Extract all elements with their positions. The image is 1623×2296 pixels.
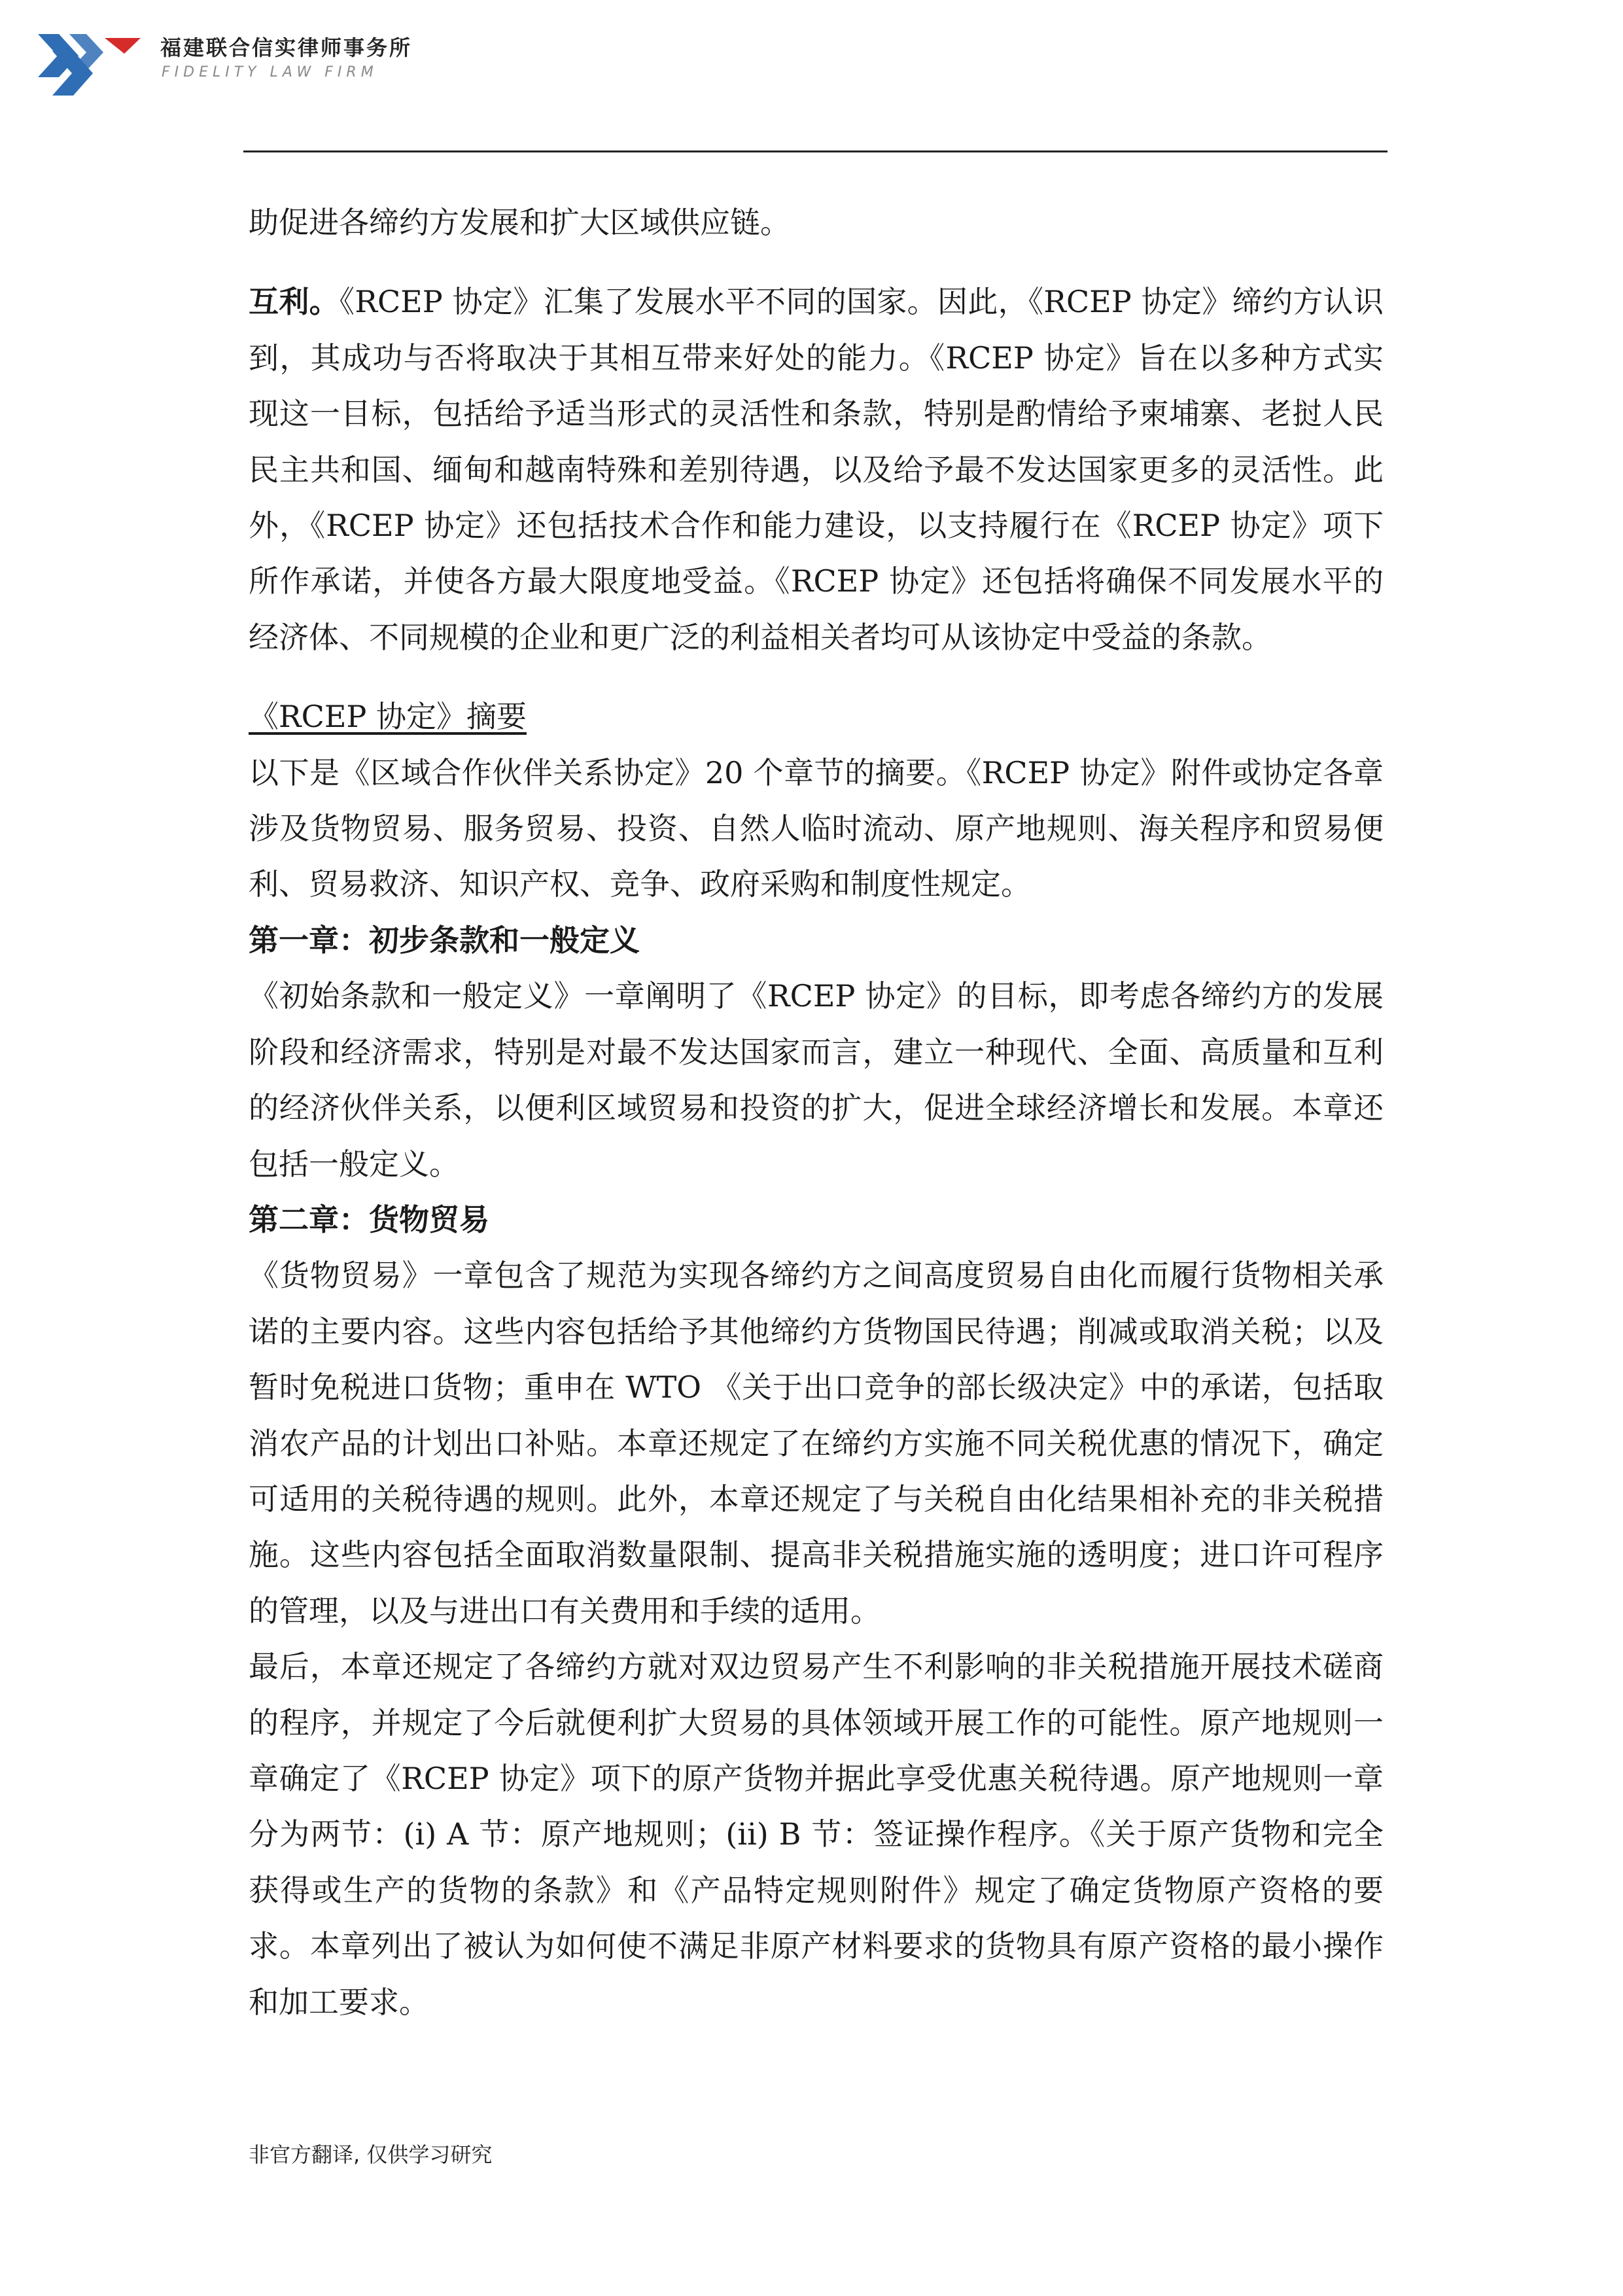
summary-heading-text: 《RCEP 协定》摘要 bbox=[249, 699, 527, 735]
firm-name: 福建联合信实律师事务所 bbox=[160, 35, 413, 60]
summary-paragraph: 以下是《区域合作伙伴关系协定》20 个章节的摘要。《RCEP 协定》附件或协定各章涉及货物贸易、服务贸易、投资、自然人临时流动、原产地规则、海关程序和贸易便利、贸易救济、知识产权、竞争、政府采购和制度性规定。 bbox=[249, 754, 1384, 902]
paragraph-mutual-benefit bbox=[249, 274, 1384, 665]
chapter-2-paragraph-2: 最后，本章还规定了各缔约方就对双边贸易产生不利影响的非关税措施开展技术磋商的程序，并规定了今后就便利扩大贸易的具体领域开展工作的可能性。原产地规则一章确定了《RCEP 协定》项下的原产货物并据此享受优惠关税待遇。原产地规则一章分为两节：(i) A 节：原产地规则；(ii) B 节：签证操作程序。《关于原产货物和完全获得或生产的货物的条款》和《产品特定规则附件》规定了确定货物原产资格的要求。本章列出了被认为如何使不满足非原产材料要求的货物具有原产资格的最小操作和加工要求。 bbox=[249, 1649, 1384, 2020]
chapter-2-heading: 第二章：货物贸易 bbox=[249, 1201, 489, 1237]
fidelity-chevron-logo-icon bbox=[33, 26, 144, 105]
chapter-1-paragraph: 《初始条款和一般定义》一章阐明了《RCEP 协定》的目标，即考虑各缔约方的发展阶段和经济需求，特别是对最不发达国家而言，建立一种现代、全面、高质量和互利的经济伙伴关系，以便利区域贸易和投资的扩大，促进全球经济增长和发展。本章还包括一般定义。 bbox=[249, 978, 1384, 1182]
letterhead bbox=[33, 26, 491, 105]
footer-note: 非官方翻译, 仅供学习研究 bbox=[249, 2142, 493, 2167]
mutual-benefit-lead: 互利。 bbox=[249, 284, 340, 320]
document-body bbox=[249, 195, 1384, 2030]
chapter-2-paragraph: 《货物贸易》一章包含了规范为实现各缔约方之间高度贸易自由化而履行货物相关承诺的主要内容。这些内容包括给予其他缔约方货物国民待遇；削减或取消关税；以及暂时免税进口货物；重申在 WTO 《关于出口竞争的部长级决定》中的承诺，包括取消农产品的计划出口补贴。本章还规定了在缔约方实施不同关税优惠的情况下，确定可适用的关税待遇的规则。此外，本章还规定了与关税自由化结果相补充的非关税措施。这些内容包括全面取消数量限制、提高非关税措施实施的透明度；进口许可程序的管理，以及与进出口有关费用和手续的适用。 bbox=[249, 1258, 1384, 1629]
paragraph-continuation: 助促进各缔约方发展和扩大区域供应链。 bbox=[249, 205, 790, 240]
chapter-1-heading: 第一章：初步条款和一般定义 bbox=[249, 922, 640, 958]
summary-heading bbox=[249, 689, 1384, 745]
header-rule bbox=[243, 150, 1387, 152]
firm-name-en: FIDELITY LAW FIRM bbox=[162, 64, 378, 80]
mutual-benefit-text: 《RCEP 协定》汇集了发展水平不同的国家。因此，《RCEP 协定》缔约方认识到，其成功与否将取决于其相互带来好处的能力。《RCEP 协定》旨在以多种方式实现这一目标，包括给予适当形式的灵活性和条款，特别是酌情给予柬埔寨、老挝人民民主共和国、缅甸和越南特殊和差别待遇，以及给予最不发达国家更多的灵活性。此外，《RCEP 协定》还包括技术合作和能力建设，以支持履行在《RCEP 协定》项下所作承诺，并使各方最大限度地受益。《RCEP 协定》还包括将确保不同发展水平的经济体、不同规模的企业和更广泛的利益相关者均可从该协定中受益的条款。 bbox=[249, 284, 1384, 655]
